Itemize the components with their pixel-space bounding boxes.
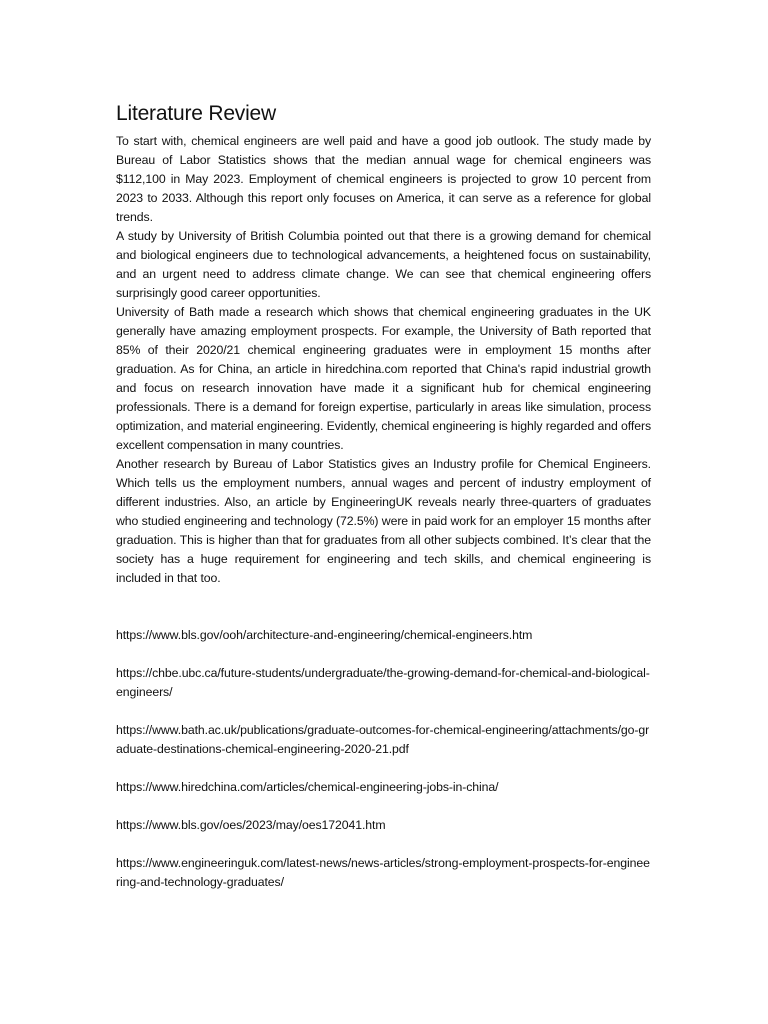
document-page (116, 100, 651, 911)
paragraph: A study by University of British Columbia pointed out that there is a growing demand for chemical and biological engineers due to technological advancements, a heightened focus on sustainability, and an urgent need to address climate change. We can see that chemical engineering offers surprisingly good career opportunities. (116, 229, 651, 300)
paragraph: University of Bath made a research which shows that chemical engineering graduates in the UK generally have amazing employment prospects. For example, the University of Bath reported that 85% of their 2020/21 chemical engineering graduates were in employment 15 months after graduation. As for China, an article in hiredchina.com reported that China's rapid industrial growth and focus on research innovation have made it a significant hub for chemical engineering professionals. There is a demand for foreign expertise, particularly in areas like simulation, process optimization, and material engineering. Evidently, chemical engineering is highly regarded and offers excellent compensation in many countries. (116, 305, 651, 452)
reference-link[interactable]: https://www.hiredchina.com/articles/chemical-engineering-jobs-in-china/ (116, 780, 499, 794)
reference-list (116, 626, 651, 892)
reference-link[interactable]: https://www.bls.gov/oes/2023/may/oes172041.htm (116, 818, 386, 832)
paragraph: To start with, chemical engineers are well paid and have a good job outlook. The study made by Bureau of Labor Statistics shows that the median annual wage for chemical engineers was $112,100 in May 2023. Employment of chemical engineers is projected to grow 10 percent from 2023 to 2033. Although this report only focuses on America, it can serve as a reference for global trends. (116, 134, 651, 224)
reference-link[interactable]: https://www.bls.gov/ooh/architecture-and-engineering/chemical-engineers.htm (116, 628, 533, 642)
paragraph: Another research by Bureau of Labor Statistics gives an Industry profile for Chemical Engineers. Which tells us the employment numbers, annual wages and percent of industry employment of different industries. Also, an article by EngineeringUK reveals nearly three-quarters of graduates who studied engineering and technology (72.5%) were in paid work for an employer 15 months after graduation. This is higher than that for graduates from all other subjects combined. It’s clear that the society has a huge requirement for engineering and tech skills, and chemical engineering is included in that too. (116, 457, 651, 585)
reference-link[interactable]: https://www.bath.ac.uk/publications/graduate-outcomes-for-chemical-engineering/attachments/go-graduate-destinations-chemical-engineering-2020-21.pdf (116, 723, 650, 756)
page-title: Literature Review (116, 102, 277, 125)
reference-link[interactable]: https://www.engineeringuk.com/latest-news/news-articles/strong-employment-prospects-for-engineering-and-technology-graduates/ (116, 856, 650, 889)
reference-link[interactable]: https://chbe.ubc.ca/future-students/undergraduate/the-growing-demand-for-chemical-and-biological-engineers/ (116, 666, 650, 699)
